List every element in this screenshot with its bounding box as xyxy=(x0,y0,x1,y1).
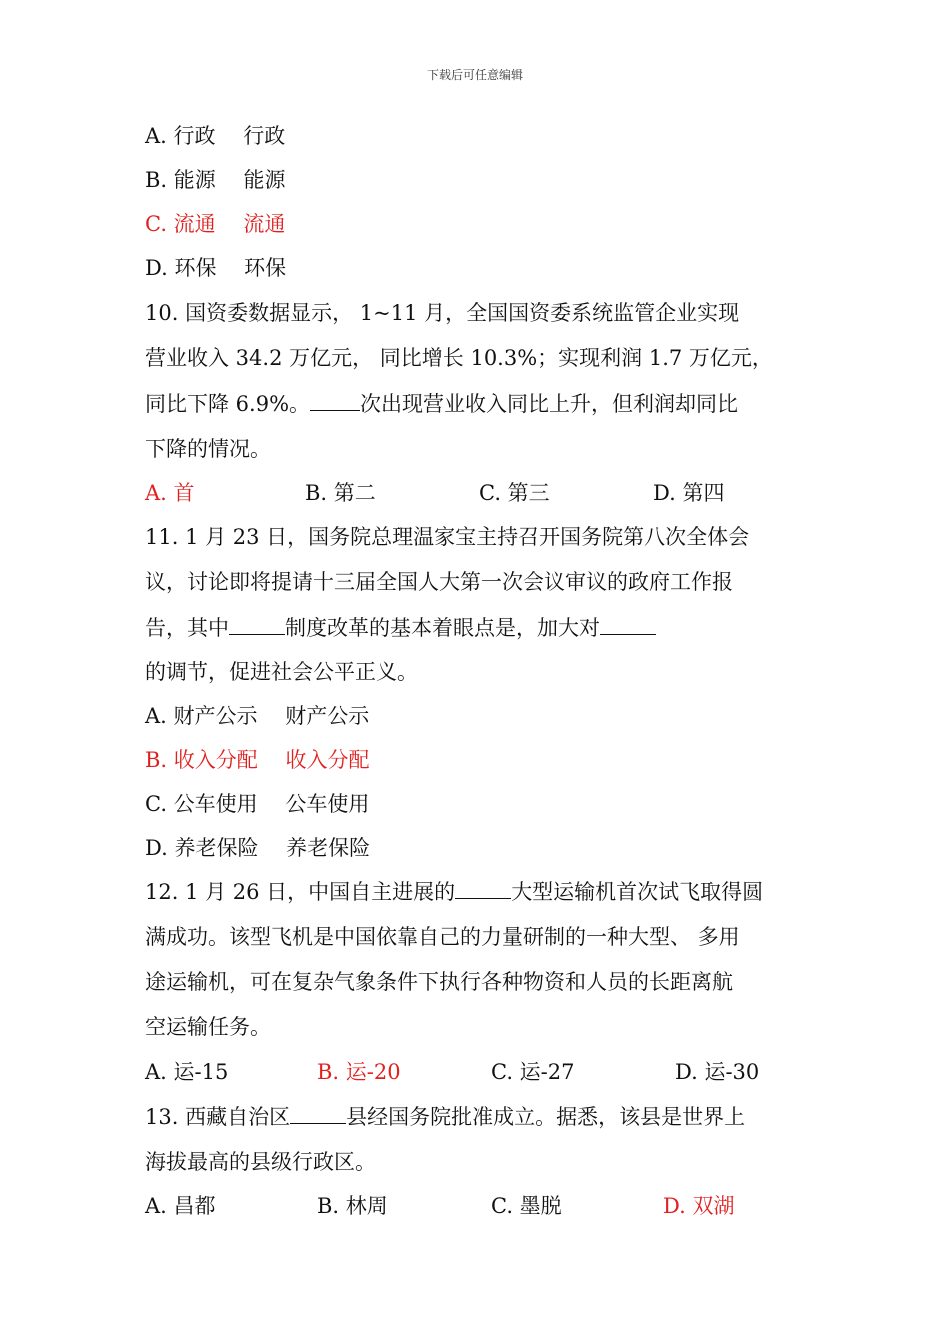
q9-option-c-answer: C. 流通 流通 xyxy=(145,212,286,236)
q10-line-1: 10. 国资委数据显示， 1~11 月，全国国资委系统监管企业实现 xyxy=(145,301,740,325)
q10-line-4: 下降的情况。 xyxy=(145,437,271,461)
q10-line-3-end: 次出现营业收入同比上升，但利润却同比 xyxy=(360,392,739,416)
q13-line-1 xyxy=(145,1103,745,1131)
q9-option-b: B. 能源 能源 xyxy=(145,168,286,192)
q11-line-2: 议，讨论即将提请十三届全国人大第一次会议审议的政府工作报 xyxy=(145,570,733,594)
page-header: 下载后可任意编辑 xyxy=(426,68,523,82)
q11-line-3-start: 告，其中 xyxy=(145,616,229,640)
q12-option-c: C. 运-27 xyxy=(491,1060,575,1084)
q12-line-1-end: 大型运输机首次试飞取得圆 xyxy=(511,880,764,904)
q11-line-3 xyxy=(145,614,656,642)
q11-line-1: 11. 1 月 23 日，国务院总理温家宝主持召开国务院第八次全体会 xyxy=(145,525,750,549)
q13-option-d-answer: D. 双湖 xyxy=(663,1194,735,1218)
q10-option-a-answer: A. 首 xyxy=(145,481,195,505)
blank-underline xyxy=(229,614,285,635)
q12-option-d: D. 运-30 xyxy=(675,1060,760,1084)
q10-option-b: B. 第二 xyxy=(305,481,376,505)
q13-line-1-start: 13. 西藏自治区 xyxy=(145,1105,291,1129)
q13-options xyxy=(145,1192,805,1220)
q10-option-c: C. 第三 xyxy=(479,481,550,505)
q13-line-2: 海拔最高的县级行政区。 xyxy=(145,1150,376,1174)
q11-line-4: 的调节，促进社会公平正义。 xyxy=(145,660,418,684)
q13-option-b: B. 林周 xyxy=(317,1194,388,1218)
q9-option-a: A. 行政 行政 xyxy=(145,124,286,148)
q10-line-3-start: 同比下降 6.9%。 xyxy=(145,392,311,416)
q12-line-2: 满成功。该型飞机是中国依靠自己的力量研制的一种大型、 多用 xyxy=(145,925,740,949)
q11-line-3-end: 制度改革的基本着眼点是，加大对 xyxy=(285,616,600,640)
q10-line-3 xyxy=(145,390,738,418)
q11-option-a: A. 财产公示 财产公示 xyxy=(145,704,370,728)
q12-line-4: 空运输任务。 xyxy=(145,1015,271,1039)
q12-options xyxy=(145,1058,805,1086)
q11-option-b-answer: B. 收入分配 收入分配 xyxy=(145,748,370,772)
q10-line-2: 营业收入 34.2 万亿元， 同比增长 10.3%；实现利润 1.7 万亿元， xyxy=(145,346,773,370)
q12-option-b-answer: B. 运-20 xyxy=(317,1060,401,1084)
blank-underline xyxy=(600,614,656,635)
q13-option-c: C. 墨脱 xyxy=(491,1194,562,1218)
q12-line-1 xyxy=(145,878,763,906)
q11-option-c: C. 公车使用 公车使用 xyxy=(145,792,370,816)
q13-line-1-end: 县经国务院批准成立。据悉，该县是世界上 xyxy=(346,1105,746,1129)
q10-option-d: D. 第四 xyxy=(653,481,725,505)
blank-underline xyxy=(310,390,360,411)
q13-option-a: A. 昌都 xyxy=(145,1194,216,1218)
q11-option-d: D. 养老保险 养老保险 xyxy=(145,836,371,860)
blank-underline xyxy=(290,1103,346,1124)
q12-option-a: A. 运-15 xyxy=(145,1060,229,1084)
q9-option-d: D. 环保 环保 xyxy=(145,256,287,280)
q10-options xyxy=(145,479,805,507)
q12-line-3: 途运输机，可在复杂气象条件下执行各种物资和人员的长距离航 xyxy=(145,970,733,994)
q12-line-1-start: 12. 1 月 26 日，中国自主进展的 xyxy=(145,880,456,904)
blank-underline xyxy=(455,878,511,899)
